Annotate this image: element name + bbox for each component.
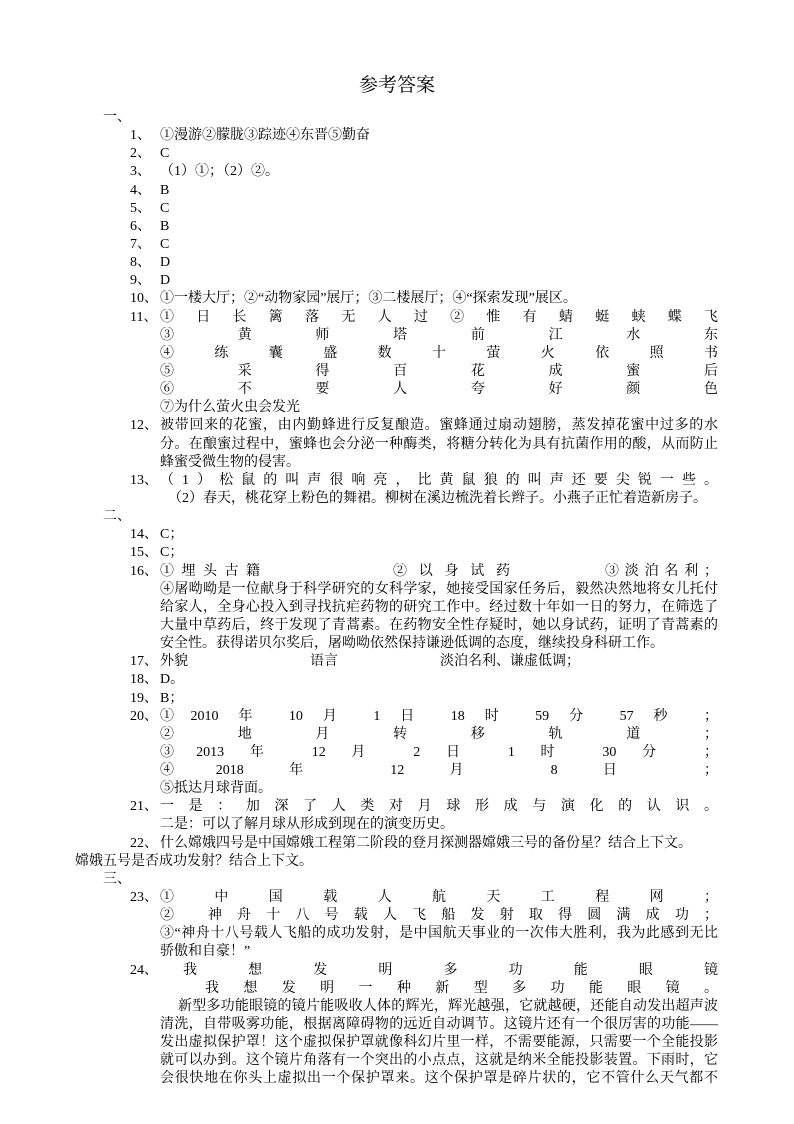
answer-row <box>0 345 794 363</box>
answer-row <box>0 454 794 472</box>
answer-line: ⑦为什么萤火虫会发光 <box>160 400 300 416</box>
answer-text: C <box>160 236 170 252</box>
answer-part: ②以身试药 <box>393 563 510 579</box>
question-number: 10、 <box>130 291 158 307</box>
page-title: 参考答案 <box>358 75 435 96</box>
answer-line: 一是：加深了人类对月球形成与演化的认识。 <box>160 799 718 815</box>
question-number: 4、 <box>130 182 151 198</box>
answer-row <box>0 962 794 980</box>
essay-paragraph-line: 清洗，自带吸雾功能，根据离障碍物的远近自动调节。这镜片还有一个很厉害的功能—— <box>160 1017 718 1033</box>
answer-text: C <box>160 200 170 216</box>
answer-row <box>0 399 794 417</box>
answer-line: 分。在酿蜜过程中，蜜蜂也会分泌一种酶类，将糖分转化为具有抗菌作用的酸，从而防止 <box>160 436 718 452</box>
essay-line: 我 想 发 明 一 种 新 型 多 功 能 眼 镜 。 <box>205 980 718 996</box>
question-number: 2、 <box>130 146 151 162</box>
section-heading <box>0 508 794 526</box>
answer-row <box>0 163 794 181</box>
answer-line: ⑤ 采 得 百 花 成 蜜 后 <box>160 363 718 379</box>
answer-row <box>0 925 794 943</box>
essay-paragraph-line: 发出虚拟保护罩！这个虚拟保护罩就像科幻片里一样，不需要能源，只需要一个全能投影 <box>160 1035 718 1051</box>
question-number: 22、 <box>130 835 158 851</box>
section-label: 三、 <box>103 871 131 887</box>
answer-row <box>0 417 794 435</box>
answer-part: 淡泊名利、谦虚低调； <box>440 654 580 670</box>
answer-part: 外貌 <box>160 654 188 670</box>
answer-line: ③ 黄 师 塔 前 江 水 东 <box>160 327 718 343</box>
answer-part: ③淡泊名利； <box>605 563 718 579</box>
question-number: 9、 <box>130 273 151 289</box>
question-number: 6、 <box>130 218 151 234</box>
answer-row <box>0 309 794 327</box>
question-number: 15、 <box>130 545 158 561</box>
answer-row <box>0 798 794 816</box>
answer-text: C <box>160 146 170 162</box>
question-number: 17、 <box>130 654 158 670</box>
answer-line: 大量中草药后，终于发现了青蒿素。在药物安全性存疑时，她以身试药，证明了青蒿素的 <box>160 617 718 633</box>
answer-row <box>0 381 794 399</box>
essay-row <box>0 1034 794 1052</box>
answer-text: （1）①；（2）②。 <box>160 164 279 180</box>
question-number: 12、 <box>130 418 158 434</box>
answer-row <box>0 653 794 671</box>
answer-row <box>0 762 794 780</box>
question-number: 11、 <box>130 309 158 325</box>
answer-row <box>0 526 794 544</box>
answer-line: ② 神舟十八号载人飞船发射取得圆满成功； <box>160 908 718 924</box>
answer-line: ④ 练 囊 盛 数 十 萤 火 依 照 书 <box>160 345 718 361</box>
answer-line: ④2018 年 12 月 8 日 ； <box>160 763 718 779</box>
question-number: 13、 <box>130 472 158 488</box>
answer-line: ② 地 月 转 移 轨 道 ； <box>160 726 718 742</box>
answer-row <box>0 363 794 381</box>
answer-line: （1）松鼠的叫声很响亮，比黄鼠狼的叫声还要尖锐一些。 <box>160 472 718 488</box>
answer-line: 二是：可以了解月球从形成到现在的演变历史。 <box>160 817 454 833</box>
question-number: 20、 <box>130 708 158 724</box>
essay-row <box>0 1016 794 1034</box>
answer-row <box>0 290 794 308</box>
section-heading <box>0 109 794 127</box>
answer-row <box>0 690 794 708</box>
answer-row <box>0 236 794 254</box>
answer-row <box>0 617 794 635</box>
answer-row <box>0 726 794 744</box>
answer-text: B <box>160 182 170 198</box>
answer-row <box>0 816 794 834</box>
essay-title: 我 想 发 明 多 功 能 眼 镜 <box>183 962 718 978</box>
section-heading <box>0 871 794 889</box>
answer-text: C； <box>160 545 184 561</box>
answer-row <box>0 980 794 998</box>
question-number: 19、 <box>130 690 158 706</box>
question-number: 8、 <box>130 255 151 271</box>
answer-line: ③“神舟十八号载人飞船的成功发射，是中国航天事业的一次伟大胜利，我为此感到无比 <box>160 926 718 942</box>
answer-line: 骄傲和自豪！” <box>160 944 251 960</box>
answer-line: ④屠呦呦是一位献身于科学研究的女科学家，她接受国家任务后，毅然决然地将女儿托付 <box>160 581 718 597</box>
answer-line: ③2013 年 12 月 2 日 1 时 30 分 ； <box>160 744 718 760</box>
question-number: 3、 <box>130 164 151 180</box>
essay-paragraph-line: 会很快地在你头上虚拟出一个保护罩来。这个保护罩是碎片状的，它不管什么天气都不 <box>160 1071 718 1087</box>
answer-row <box>0 780 794 798</box>
answer-row <box>0 472 794 490</box>
answer-row <box>0 490 794 508</box>
essay-paragraph-line: 就可以办到。这个镜片角落有一个突出的小点点，这就是纳米全能投影装置。下雨时，它 <box>160 1053 718 1069</box>
answer-text: C； <box>160 527 184 543</box>
answer-line: 被带回来的花蜜，由内勤蜂进行反复酿造。蜜蜂通过扇动翅膀，蒸发掉花蜜中过多的水 <box>160 418 718 434</box>
answer-text: D <box>160 255 171 271</box>
answer-row <box>0 272 794 290</box>
answer-row <box>0 835 794 853</box>
essay-paragraph-line: 新型多功能眼镜的镜片能吸收人体的辉光，辉光越强，它就越硬，还能自动发出超声波 <box>178 998 718 1014</box>
answer-line: 给家人，全身心投入到寻找抗疟药物的研究工作中。经过数十年如一日的努力，在筛选了 <box>160 599 718 615</box>
answer-line: 安全性。获得诺贝尔奖后，屠呦呦依然保持谦逊低调的态度，继续投身科研工作。 <box>160 636 664 652</box>
question-number: 14、 <box>130 527 158 543</box>
question-number: 24、 <box>130 962 158 978</box>
section-label: 一、 <box>103 110 131 125</box>
question-number: 16、 <box>130 563 158 579</box>
answer-row <box>0 200 794 218</box>
answer-row <box>0 218 794 236</box>
answer-row <box>0 327 794 345</box>
essay-row <box>0 1070 794 1088</box>
answer-row <box>0 599 794 617</box>
answer-line: ① 日 长 篱 落 无 人 过 ② 惟 有 蜻 蜓 蛱 蝶 飞 <box>160 309 718 325</box>
answer-row <box>0 708 794 726</box>
answer-row <box>0 127 794 145</box>
answer-row <box>0 635 794 653</box>
answer-row <box>0 853 794 871</box>
answer-row <box>0 436 794 454</box>
question-number: 23、 <box>130 890 158 906</box>
essay-row <box>0 1052 794 1070</box>
answer-part: 语言 <box>310 654 338 670</box>
answer-row <box>0 671 794 689</box>
answer-row <box>0 544 794 562</box>
answer-row <box>0 581 794 599</box>
section-label: 二、 <box>103 509 131 525</box>
answer-row <box>0 889 794 907</box>
answer-row <box>0 563 794 581</box>
answer-text: B <box>160 218 170 234</box>
answer-text: B； <box>160 690 184 706</box>
answer-row <box>0 744 794 762</box>
answer-row <box>0 254 794 272</box>
answer-part: ①埋头古籍 <box>160 563 260 579</box>
essay-row <box>0 998 794 1016</box>
answer-line: 什么嫦娥四号是中国嫦娥工程第二阶段的登月探测器嫦娥三号的备份星？结合上下文。 <box>160 835 692 851</box>
answer-text: ①一楼大厅；②“动物家园”展厅；③二楼展厅；④“探索发现”展区。 <box>160 291 577 307</box>
answer-text: ①漫游②朦胧③踪迹④东晋⑤勤奋 <box>160 128 370 144</box>
question-number: 18、 <box>130 672 158 688</box>
answer-row <box>0 145 794 163</box>
answer-line: ⑤抵达月球背面。 <box>160 781 272 797</box>
answer-row <box>0 182 794 200</box>
question-number: 21、 <box>130 799 158 815</box>
answer-line: ① 中 国 载 人 航 天 工 程 网 ； <box>160 890 718 906</box>
question-number: 5、 <box>130 200 151 216</box>
answer-line: ⑥ 不 要 人 夸 好 颜 色 <box>160 382 718 398</box>
answer-text: D。 <box>160 672 185 688</box>
answer-text: D <box>160 273 171 289</box>
question-number: 7、 <box>130 236 151 252</box>
answer-line: ①2010 年 10 月 1 日 18 时 59 分 57 秒 ； <box>160 708 718 724</box>
answer-line: （2）春天，桃花穿上粉色的舞裙。柳树在溪边梳洗着长辫子。小燕子正忙着造新房子。 <box>168 490 707 506</box>
answer-line: 嫦娥五号是否成功发射？结合上下文。 <box>75 853 313 869</box>
answer-list <box>0 109 794 1089</box>
answer-row <box>0 907 794 925</box>
answer-row <box>0 943 794 961</box>
answer-line: 蜂蜜受微生物的侵害。 <box>160 454 300 470</box>
question-number: 1、 <box>130 128 151 144</box>
